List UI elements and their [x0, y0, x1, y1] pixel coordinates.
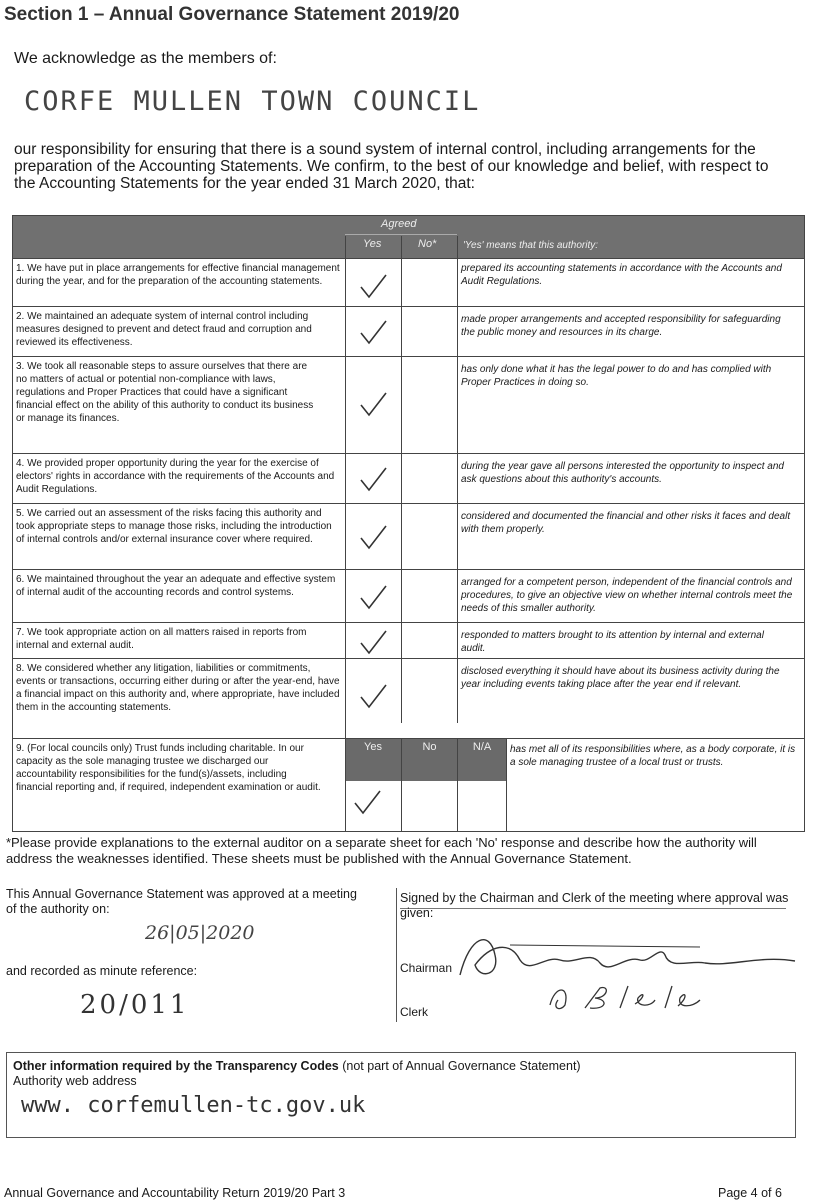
means-header: 'Yes' means that this authority: — [463, 240, 598, 251]
means-text: prepared its accounting statements in accordance with the Accounts and Audit Regulations. — [461, 263, 782, 287]
transparency-title — [13, 1059, 581, 1073]
means-text: has only done what it has the legal power to do and has complied with Proper Practices in doing so. — [461, 364, 772, 388]
means-text: arranged for a competent person, independent of the financial controls and procedures, to give an objective view on whether internal controls meet the needs of this smaller authority. — [461, 577, 793, 614]
statement-row — [13, 503, 804, 569]
transparency-title-rest: (not part of Annual Governance Statement) — [338, 1059, 581, 1073]
means-text: disclosed everything it should have about its business activity during the year including events taking place after the year end if relevant. — [461, 666, 780, 690]
statement-text: 3. We took all reasonable steps to assure ourselves that there are no matters of actual or potential non-compliance with laws, regulations and Proper Practices that could have a significant financial effect on the ability of this authority to conduct its business or manage its finances. — [16, 361, 314, 424]
statement-text: 5. We carried out an assessment of the risks facing this authority and took appropriate steps to manage those risks, including the introduction of internal controls and/or external insurance cover where required. — [16, 508, 332, 545]
means-text: considered and documented the financial and other risks it faces and dealt with them properly. — [461, 511, 791, 535]
check-icon — [359, 683, 389, 711]
chairman-label: Chairman — [400, 961, 453, 975]
row9-yes-header: Yes — [345, 739, 401, 781]
statement-row-9 — [13, 738, 804, 831]
means-text: made proper arrangements and accepted responsibility for safeguarding the public money and resources in its charge. — [461, 314, 781, 338]
check-icon — [359, 584, 389, 612]
check-icon — [359, 524, 389, 552]
statement-text: 6. We maintained throughout the year an adequate and effective system of internal audit of the accounting records and control systems. — [16, 574, 336, 598]
footnote: *Please provide explanations to the external auditor on a separate sheet for each 'No' response and describe how the authority will address the weaknesses identified. These sheets must be published with the Annual Governance Statement. — [6, 835, 757, 866]
statement-row — [13, 258, 804, 306]
transparency-title-bold: Other information required by the Transparency Codes — [13, 1059, 339, 1073]
statement-row — [13, 306, 804, 356]
recorded-text: and recorded as minute reference: — [6, 964, 198, 978]
check-icon — [359, 319, 389, 347]
check-icon — [359, 629, 389, 657]
signed-text: Signed by the Chairman and Clerk of the meeting where approval was given: — [400, 891, 789, 920]
responsibility-text: our responsibility for ensuring that there is a sound system of internal control, including arrangements for the preparation of the Accounting Statements. We confirm, to the best of our knowledge and belief, with respect to the Accounting Statements for the year ended 31 March 2020, that: — [14, 141, 769, 192]
transparency-box — [6, 1052, 796, 1138]
chairman-signature — [450, 925, 800, 985]
statement-row — [13, 569, 804, 622]
agreed-label: Agreed — [381, 218, 417, 230]
no-header: No* — [418, 238, 437, 250]
statement-text: 4. We provided proper opportunity during the year for the exercise of electors' rights in accordance with the requirements of the Accounts and Audit Regulations. — [16, 458, 335, 495]
page-title: Section 1 – Annual Governance Statement 2019/20 — [4, 4, 460, 25]
means-text: during the year gave all persons interested the opportunity to inspect and ask questions about this authority's accounts. — [461, 461, 784, 485]
row9-no-header: No — [402, 739, 457, 781]
table-header — [13, 216, 804, 258]
approval-date: 26|05|2020 — [145, 922, 255, 944]
council-name-handwritten: CORFE MULLEN TOWN COUNCIL — [24, 86, 481, 117]
statement-row — [13, 356, 804, 453]
statement-row — [13, 453, 804, 503]
clerk-signature — [540, 980, 710, 1014]
yes-header: Yes — [363, 238, 382, 250]
footer-text: Annual Governance and Accountability Return 2019/20 Part 3 — [4, 1186, 346, 1200]
governance-table — [12, 215, 805, 832]
statement-text: 1. We have put in place arrangements for effective financial management during the year, and for the preparation of the accounting statements. — [16, 263, 340, 287]
check-icon — [359, 391, 389, 419]
page-number: Page 4 of 6 — [718, 1186, 782, 1200]
clerk-label: Clerk — [400, 1005, 429, 1019]
row9-na-header: N/A — [458, 739, 506, 781]
web-address-label: Authority web address — [13, 1074, 137, 1088]
statement-text: 9. (For local councils only) Trust funds including charitable. In our capacity as the sole managing trustee we discharged our accountability responsibilities for the fund(s)/assets, including financial reporting and, if required, independent examination or audit. — [16, 743, 321, 793]
acknowledge-text: We acknowledge as the members of: — [14, 50, 277, 67]
means-text: has met all of its responsibilities where, as a body corporate, it is a sole managing trustee of a local trust or trusts. — [510, 744, 796, 768]
divider — [396, 888, 397, 1022]
approved-text: This Annual Governance Statement was approved at a meeting of the authority on: — [6, 887, 357, 916]
check-icon — [359, 466, 389, 494]
statement-text: 8. We considered whether any litigation, liabilities or commitments, events or transactions, occurring either during or after the year-end, have a financial impact on this authority and, where appropriate, have included them in the accounting statements. — [16, 663, 340, 713]
statement-row — [13, 658, 804, 738]
web-address-handwritten: www. corfemullen-tc.gov.uk — [21, 1093, 366, 1118]
minute-reference: 20/011 — [80, 990, 190, 1020]
statement-text: 2. We maintained an adequate system of internal control including measures designed to prevent and detect fraud and corruption and reviewed its effectiveness. — [16, 311, 312, 348]
check-icon — [353, 789, 383, 817]
statement-row — [13, 622, 804, 658]
statement-text: 7. We took appropriate action on all matters raised in reports from internal and external audit. — [16, 627, 307, 651]
check-icon — [359, 273, 389, 301]
means-text: responded to matters brought to its attention by internal and external audit. — [461, 630, 764, 654]
